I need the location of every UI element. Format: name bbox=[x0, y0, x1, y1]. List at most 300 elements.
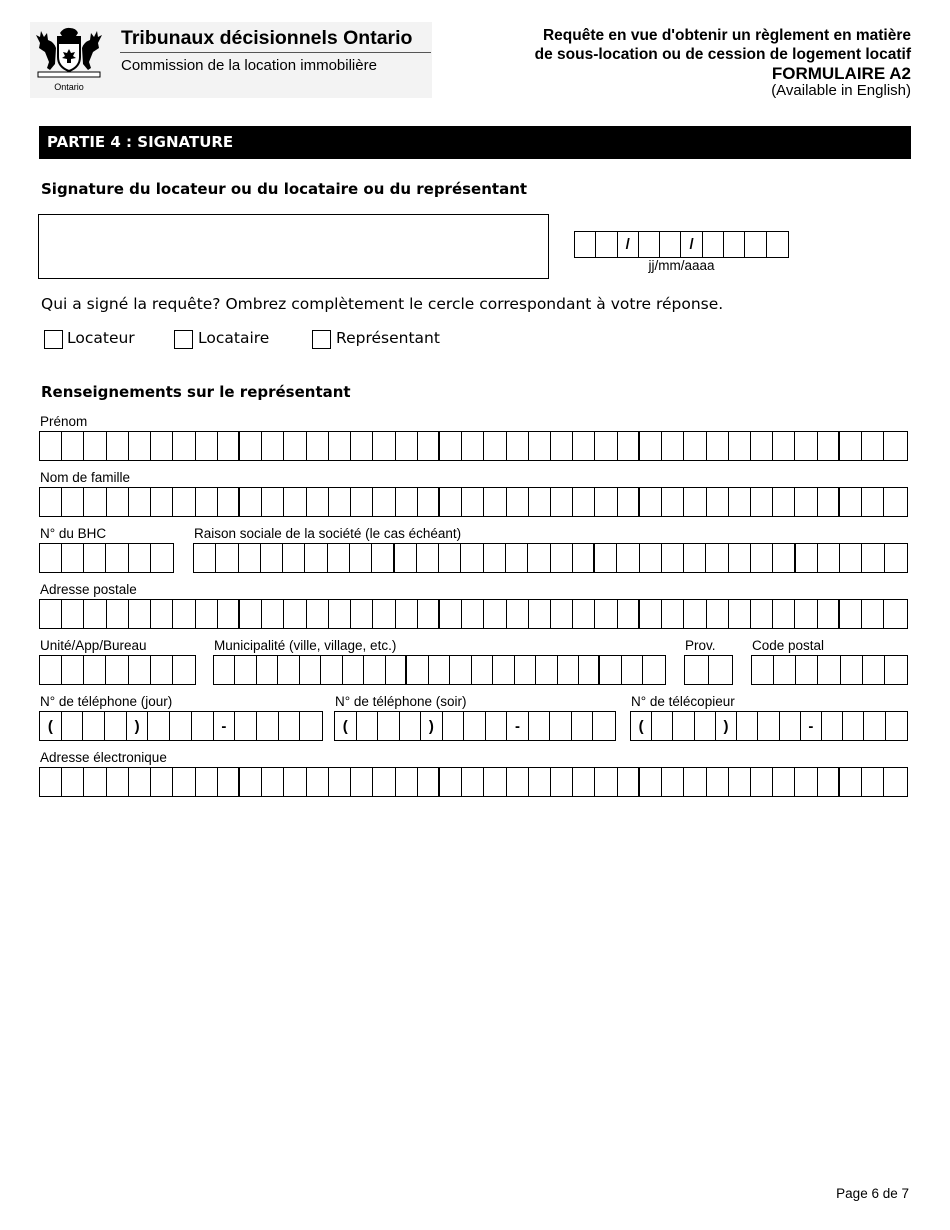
phone-digit-cell[interactable] bbox=[822, 712, 843, 740]
char-cell[interactable] bbox=[257, 656, 278, 684]
char-cell[interactable] bbox=[685, 656, 709, 684]
char-cell[interactable] bbox=[240, 488, 262, 516]
char-cell[interactable] bbox=[707, 488, 729, 516]
char-cell[interactable] bbox=[595, 432, 617, 460]
phone-digit-cell[interactable] bbox=[148, 712, 170, 740]
char-cell[interactable] bbox=[529, 488, 551, 516]
char-cell[interactable] bbox=[840, 600, 862, 628]
char-cell[interactable] bbox=[729, 600, 751, 628]
char-cell[interactable] bbox=[151, 768, 173, 796]
char-cell[interactable] bbox=[884, 768, 906, 796]
char-cell[interactable] bbox=[618, 768, 640, 796]
char-cell[interactable] bbox=[551, 768, 573, 796]
char-cell[interactable] bbox=[40, 432, 62, 460]
postal-code-input[interactable] bbox=[751, 655, 908, 685]
char-cell[interactable] bbox=[662, 488, 684, 516]
char-cell[interactable] bbox=[818, 544, 840, 572]
char-cell[interactable] bbox=[507, 432, 529, 460]
char-cell[interactable] bbox=[283, 544, 305, 572]
char-cell[interactable] bbox=[884, 600, 906, 628]
phone-digit-cell[interactable] bbox=[673, 712, 694, 740]
phone-digit-cell[interactable] bbox=[105, 712, 127, 740]
phone-digit-cell[interactable] bbox=[170, 712, 192, 740]
char-cell[interactable] bbox=[484, 600, 506, 628]
char-cell[interactable] bbox=[573, 768, 595, 796]
form-title-line1: Requête en vue d'obtenir un règlement en matière bbox=[542, 27, 911, 44]
company-name-input[interactable] bbox=[193, 543, 908, 573]
char-cell[interactable] bbox=[818, 488, 840, 516]
char-cell[interactable] bbox=[707, 432, 729, 460]
phone-digit-cell[interactable] bbox=[886, 712, 907, 740]
char-cell[interactable] bbox=[214, 656, 235, 684]
char-cell[interactable] bbox=[439, 544, 461, 572]
phone-digit-cell[interactable] bbox=[529, 712, 551, 740]
char-cell[interactable] bbox=[662, 432, 684, 460]
char-cell[interactable] bbox=[62, 656, 84, 684]
char-cell[interactable] bbox=[551, 600, 573, 628]
date-cell[interactable] bbox=[596, 232, 617, 257]
char-cell[interactable] bbox=[196, 488, 218, 516]
char-cell[interactable] bbox=[84, 600, 106, 628]
char-cell[interactable] bbox=[600, 656, 621, 684]
char-cell[interactable] bbox=[484, 432, 506, 460]
char-cell[interactable] bbox=[107, 768, 129, 796]
char-cell[interactable] bbox=[751, 600, 773, 628]
char-cell[interactable] bbox=[573, 488, 595, 516]
char-cell[interactable] bbox=[218, 600, 240, 628]
org-subname: Commission de la location immobilière bbox=[121, 57, 377, 74]
char-cell[interactable] bbox=[106, 656, 128, 684]
char-cell[interactable] bbox=[640, 544, 662, 572]
char-cell[interactable] bbox=[351, 768, 373, 796]
char-cell[interactable] bbox=[373, 768, 395, 796]
char-cell[interactable] bbox=[321, 656, 342, 684]
phone-digit-cell[interactable] bbox=[235, 712, 257, 740]
char-cell[interactable] bbox=[729, 488, 751, 516]
char-cell[interactable] bbox=[129, 432, 151, 460]
char-cell[interactable] bbox=[729, 544, 751, 572]
char-cell[interactable] bbox=[707, 768, 729, 796]
char-cell[interactable] bbox=[462, 488, 484, 516]
char-cell[interactable] bbox=[307, 432, 329, 460]
char-cell[interactable] bbox=[643, 656, 664, 684]
char-cell[interactable] bbox=[640, 488, 662, 516]
char-cell[interactable] bbox=[329, 768, 351, 796]
phone-evening-input[interactable] bbox=[334, 711, 616, 741]
char-cell[interactable] bbox=[558, 656, 579, 684]
date-cell[interactable] bbox=[575, 232, 596, 257]
char-cell[interactable] bbox=[751, 544, 773, 572]
char-cell[interactable] bbox=[240, 600, 262, 628]
char-cell[interactable] bbox=[62, 432, 84, 460]
char-cell[interactable] bbox=[351, 488, 373, 516]
char-cell[interactable] bbox=[84, 432, 106, 460]
char-cell[interactable] bbox=[573, 432, 595, 460]
municipality-input[interactable] bbox=[213, 655, 666, 685]
char-cell[interactable] bbox=[151, 488, 173, 516]
ontario-logo bbox=[34, 25, 104, 93]
char-cell[interactable] bbox=[300, 656, 321, 684]
char-cell[interactable] bbox=[595, 600, 617, 628]
char-cell[interactable] bbox=[818, 600, 840, 628]
phone-digit-cell[interactable] bbox=[257, 712, 279, 740]
char-cell[interactable] bbox=[129, 768, 151, 796]
char-cell[interactable] bbox=[796, 544, 818, 572]
char-cell[interactable] bbox=[40, 544, 62, 572]
email-input[interactable] bbox=[39, 767, 908, 797]
char-cell[interactable] bbox=[418, 600, 440, 628]
char-cell[interactable] bbox=[841, 656, 863, 684]
char-cell[interactable] bbox=[396, 768, 418, 796]
char-cell[interactable] bbox=[173, 488, 195, 516]
char-cell[interactable] bbox=[529, 600, 551, 628]
char-cell[interactable] bbox=[840, 768, 862, 796]
date-separator: / bbox=[618, 232, 639, 257]
char-cell[interactable] bbox=[884, 432, 906, 460]
char-cell[interactable] bbox=[573, 600, 595, 628]
char-cell[interactable] bbox=[240, 768, 262, 796]
char-cell[interactable] bbox=[640, 600, 662, 628]
org-name: Tribunaux décisionnels Ontario bbox=[121, 27, 413, 49]
char-cell[interactable] bbox=[407, 656, 428, 684]
phone-digit-cell[interactable] bbox=[550, 712, 572, 740]
char-cell[interactable] bbox=[595, 768, 617, 796]
char-cell[interactable] bbox=[396, 488, 418, 516]
char-cell[interactable] bbox=[196, 600, 218, 628]
char-cell[interactable] bbox=[684, 768, 706, 796]
char-cell[interactable] bbox=[173, 432, 195, 460]
phone-digit-cell[interactable] bbox=[864, 712, 885, 740]
char-cell[interactable] bbox=[462, 432, 484, 460]
char-cell[interactable] bbox=[239, 544, 261, 572]
char-cell[interactable] bbox=[729, 432, 751, 460]
char-cell[interactable] bbox=[507, 488, 529, 516]
char-cell[interactable] bbox=[536, 656, 557, 684]
char-cell[interactable] bbox=[194, 544, 216, 572]
char-cell[interactable] bbox=[328, 544, 350, 572]
char-cell[interactable] bbox=[107, 488, 129, 516]
char-cell[interactable] bbox=[84, 768, 106, 796]
char-cell[interactable] bbox=[640, 432, 662, 460]
char-cell[interactable] bbox=[173, 768, 195, 796]
char-cell[interactable] bbox=[218, 768, 240, 796]
char-cell[interactable] bbox=[173, 600, 195, 628]
char-cell[interactable] bbox=[307, 488, 329, 516]
char-cell[interactable] bbox=[706, 544, 728, 572]
char-cell[interactable] bbox=[84, 544, 106, 572]
char-cell[interactable] bbox=[450, 656, 471, 684]
char-cell[interactable] bbox=[729, 768, 751, 796]
phone-day-input[interactable] bbox=[39, 711, 323, 741]
char-cell[interactable] bbox=[795, 600, 817, 628]
char-cell[interactable] bbox=[840, 432, 862, 460]
char-cell[interactable] bbox=[818, 432, 840, 460]
char-cell[interactable] bbox=[351, 432, 373, 460]
char-cell[interactable] bbox=[84, 656, 106, 684]
char-cell[interactable] bbox=[684, 488, 706, 516]
char-cell[interactable] bbox=[62, 600, 84, 628]
char-cell[interactable] bbox=[484, 544, 506, 572]
char-cell[interactable] bbox=[62, 544, 84, 572]
char-cell[interactable] bbox=[262, 488, 284, 516]
char-cell[interactable] bbox=[595, 488, 617, 516]
phone-digit-cell[interactable] bbox=[357, 712, 379, 740]
char-cell[interactable] bbox=[151, 600, 173, 628]
char-cell[interactable] bbox=[440, 600, 462, 628]
char-cell[interactable] bbox=[129, 488, 151, 516]
first-name-input[interactable] bbox=[39, 431, 908, 461]
char-cell[interactable] bbox=[278, 656, 299, 684]
char-cell[interactable] bbox=[795, 768, 817, 796]
char-cell[interactable] bbox=[462, 768, 484, 796]
char-cell[interactable] bbox=[640, 768, 662, 796]
char-cell[interactable] bbox=[418, 768, 440, 796]
char-cell[interactable] bbox=[573, 544, 595, 572]
char-cell[interactable] bbox=[196, 432, 218, 460]
signer-question: Qui a signé la requête? Ombrez complètement le cercle correspondant à votre réponse. bbox=[41, 295, 724, 313]
char-cell[interactable] bbox=[329, 432, 351, 460]
phone-digit-cell[interactable] bbox=[695, 712, 716, 740]
signature-date-input[interactable] bbox=[574, 231, 789, 258]
char-cell[interactable] bbox=[618, 488, 640, 516]
date-cell[interactable] bbox=[767, 232, 788, 257]
char-cell[interactable] bbox=[62, 768, 84, 796]
char-cell[interactable] bbox=[461, 544, 483, 572]
char-cell[interactable] bbox=[151, 432, 173, 460]
char-cell[interactable] bbox=[440, 768, 462, 796]
phone-digit-cell[interactable] bbox=[279, 712, 301, 740]
char-cell[interactable] bbox=[507, 768, 529, 796]
char-cell[interactable] bbox=[773, 488, 795, 516]
char-cell[interactable] bbox=[440, 488, 462, 516]
phone-digit-cell[interactable] bbox=[83, 712, 105, 740]
char-cell[interactable] bbox=[618, 432, 640, 460]
phone-digit-cell[interactable] bbox=[758, 712, 779, 740]
char-cell[interactable] bbox=[773, 544, 795, 572]
char-cell[interactable] bbox=[396, 600, 418, 628]
char-cell[interactable] bbox=[773, 768, 795, 796]
char-cell[interactable] bbox=[329, 600, 351, 628]
char-cell[interactable] bbox=[862, 768, 884, 796]
phone-digit-cell[interactable] bbox=[464, 712, 486, 740]
date-cell[interactable] bbox=[660, 232, 681, 257]
char-cell[interactable] bbox=[618, 600, 640, 628]
char-cell[interactable] bbox=[40, 656, 62, 684]
char-cell[interactable] bbox=[595, 544, 617, 572]
char-cell[interactable] bbox=[329, 488, 351, 516]
char-cell[interactable] bbox=[462, 600, 484, 628]
char-cell[interactable] bbox=[173, 656, 195, 684]
phone-digit-cell[interactable] bbox=[593, 712, 615, 740]
char-cell[interactable] bbox=[418, 488, 440, 516]
char-cell[interactable] bbox=[862, 488, 884, 516]
last-name-input[interactable] bbox=[39, 487, 908, 517]
char-cell[interactable] bbox=[795, 432, 817, 460]
char-cell[interactable] bbox=[840, 544, 862, 572]
char-cell[interactable] bbox=[373, 600, 395, 628]
char-cell[interactable] bbox=[417, 544, 439, 572]
char-cell[interactable] bbox=[884, 488, 906, 516]
char-cell[interactable] bbox=[284, 600, 306, 628]
char-cell[interactable] bbox=[343, 656, 364, 684]
char-cell[interactable] bbox=[386, 656, 407, 684]
signer-landlord-checkbox[interactable] bbox=[44, 330, 63, 349]
phone-digit-cell[interactable] bbox=[443, 712, 465, 740]
char-cell[interactable] bbox=[107, 432, 129, 460]
char-cell[interactable] bbox=[235, 656, 256, 684]
char-cell[interactable] bbox=[484, 488, 506, 516]
phone-open-paren: ( bbox=[335, 712, 357, 740]
char-cell[interactable] bbox=[751, 488, 773, 516]
char-cell[interactable] bbox=[262, 432, 284, 460]
char-cell[interactable] bbox=[551, 544, 573, 572]
char-cell[interactable] bbox=[684, 600, 706, 628]
phone-day-label: N° de téléphone (jour) bbox=[40, 694, 173, 709]
char-cell[interactable] bbox=[662, 600, 684, 628]
char-cell[interactable] bbox=[622, 656, 643, 684]
char-cell[interactable] bbox=[262, 600, 284, 628]
char-cell[interactable] bbox=[773, 600, 795, 628]
char-cell[interactable] bbox=[773, 432, 795, 460]
char-cell[interactable] bbox=[395, 544, 417, 572]
char-cell[interactable] bbox=[261, 544, 283, 572]
char-cell[interactable] bbox=[472, 656, 493, 684]
char-cell[interactable] bbox=[429, 656, 450, 684]
phone-digit-cell[interactable] bbox=[300, 712, 322, 740]
char-cell[interactable] bbox=[218, 432, 240, 460]
char-cell[interactable] bbox=[129, 544, 151, 572]
char-cell[interactable] bbox=[418, 432, 440, 460]
char-cell[interactable] bbox=[40, 600, 62, 628]
char-cell[interactable] bbox=[151, 544, 173, 572]
char-cell[interactable] bbox=[350, 544, 372, 572]
char-cell[interactable] bbox=[507, 600, 529, 628]
char-cell[interactable] bbox=[240, 432, 262, 460]
char-cell[interactable] bbox=[617, 544, 639, 572]
date-cell[interactable] bbox=[639, 232, 660, 257]
char-cell[interactable] bbox=[151, 656, 173, 684]
mailing-address-input[interactable] bbox=[39, 599, 908, 629]
char-cell[interactable] bbox=[863, 656, 885, 684]
phone-close-paren: ) bbox=[716, 712, 737, 740]
char-cell[interactable] bbox=[364, 656, 385, 684]
char-cell[interactable] bbox=[707, 600, 729, 628]
char-cell[interactable] bbox=[440, 432, 462, 460]
char-cell[interactable] bbox=[62, 488, 84, 516]
char-cell[interactable] bbox=[493, 656, 514, 684]
signer-representative-checkbox[interactable] bbox=[312, 330, 331, 349]
char-cell[interactable] bbox=[307, 768, 329, 796]
char-cell[interactable] bbox=[506, 544, 528, 572]
char-cell[interactable] bbox=[372, 544, 394, 572]
char-cell[interactable] bbox=[579, 656, 600, 684]
char-cell[interactable] bbox=[751, 432, 773, 460]
char-cell[interactable] bbox=[751, 768, 773, 796]
char-cell[interactable] bbox=[129, 600, 151, 628]
char-cell[interactable] bbox=[216, 544, 238, 572]
char-cell[interactable] bbox=[284, 488, 306, 516]
fax-input[interactable] bbox=[630, 711, 908, 741]
char-cell[interactable] bbox=[862, 600, 884, 628]
char-cell[interactable] bbox=[351, 600, 373, 628]
char-cell[interactable] bbox=[529, 768, 551, 796]
char-cell[interactable] bbox=[752, 656, 774, 684]
char-cell[interactable] bbox=[551, 488, 573, 516]
char-cell[interactable] bbox=[885, 656, 907, 684]
char-cell[interactable] bbox=[885, 544, 907, 572]
signer-tenant-checkbox[interactable] bbox=[174, 330, 193, 349]
phone-digit-cell[interactable] bbox=[737, 712, 758, 740]
char-cell[interactable] bbox=[774, 656, 796, 684]
phone-dash: - bbox=[801, 712, 822, 740]
char-cell[interactable] bbox=[373, 488, 395, 516]
phone-digit-cell[interactable] bbox=[62, 712, 84, 740]
char-cell[interactable] bbox=[218, 488, 240, 516]
char-cell[interactable] bbox=[262, 768, 284, 796]
date-cell[interactable] bbox=[745, 232, 766, 257]
char-cell[interactable] bbox=[796, 656, 818, 684]
char-cell[interactable] bbox=[196, 768, 218, 796]
lso-number-label: N° du BHC bbox=[40, 526, 107, 541]
char-cell[interactable] bbox=[40, 768, 62, 796]
phone-digit-cell[interactable] bbox=[486, 712, 508, 740]
phone-digit-cell[interactable] bbox=[378, 712, 400, 740]
char-cell[interactable] bbox=[818, 768, 840, 796]
char-cell[interactable] bbox=[818, 656, 840, 684]
phone-digit-cell[interactable] bbox=[652, 712, 673, 740]
phone-digit-cell[interactable] bbox=[192, 712, 214, 740]
char-cell[interactable] bbox=[40, 488, 62, 516]
date-cell[interactable] bbox=[703, 232, 724, 257]
char-cell[interactable] bbox=[305, 544, 327, 572]
char-cell[interactable] bbox=[662, 544, 684, 572]
char-cell[interactable] bbox=[862, 432, 884, 460]
char-cell[interactable] bbox=[515, 656, 536, 684]
char-cell[interactable] bbox=[373, 432, 395, 460]
phone-digit-cell[interactable] bbox=[843, 712, 864, 740]
char-cell[interactable] bbox=[529, 432, 551, 460]
char-cell[interactable] bbox=[284, 432, 306, 460]
char-cell[interactable] bbox=[528, 544, 550, 572]
province-input[interactable] bbox=[684, 655, 733, 685]
char-cell[interactable] bbox=[684, 432, 706, 460]
char-cell[interactable] bbox=[709, 656, 733, 684]
signature-box[interactable] bbox=[38, 214, 549, 279]
char-cell[interactable] bbox=[862, 544, 884, 572]
char-cell[interactable] bbox=[284, 768, 306, 796]
char-cell[interactable] bbox=[307, 600, 329, 628]
char-cell[interactable] bbox=[484, 768, 506, 796]
char-cell[interactable] bbox=[684, 544, 706, 572]
char-cell[interactable] bbox=[129, 656, 151, 684]
phone-digit-cell[interactable] bbox=[780, 712, 801, 740]
lso-number-input[interactable] bbox=[39, 543, 174, 573]
char-cell[interactable] bbox=[107, 600, 129, 628]
char-cell[interactable] bbox=[106, 544, 128, 572]
phone-digit-cell[interactable] bbox=[572, 712, 594, 740]
char-cell[interactable] bbox=[795, 488, 817, 516]
char-cell[interactable] bbox=[840, 488, 862, 516]
phone-digit-cell[interactable] bbox=[400, 712, 422, 740]
char-cell[interactable] bbox=[551, 432, 573, 460]
date-cell[interactable] bbox=[724, 232, 745, 257]
unit-input[interactable] bbox=[39, 655, 196, 685]
char-cell[interactable] bbox=[662, 768, 684, 796]
char-cell[interactable] bbox=[396, 432, 418, 460]
signer-landlord-label: Locateur bbox=[67, 329, 135, 347]
char-cell[interactable] bbox=[84, 488, 106, 516]
first-name-label: Prénom bbox=[40, 414, 88, 429]
